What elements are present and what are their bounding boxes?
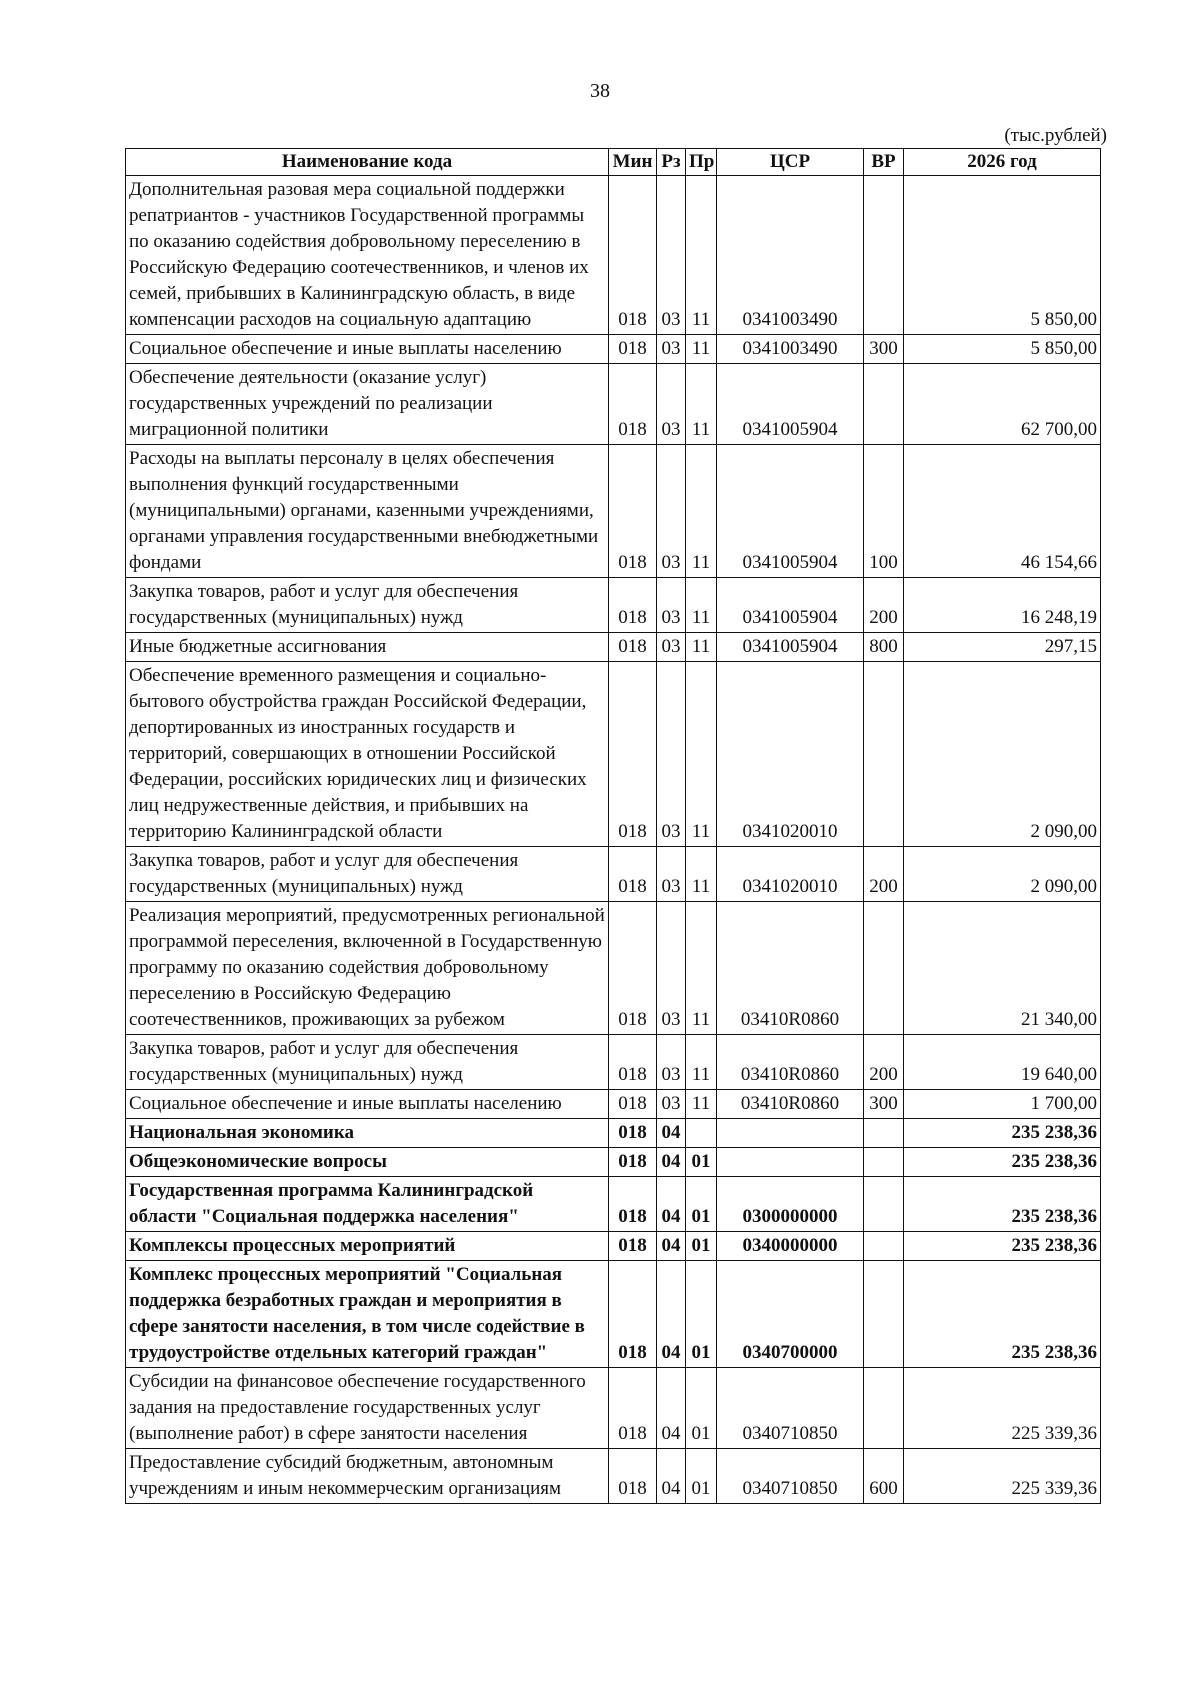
cell-amount: 5 850,00 bbox=[904, 335, 1101, 364]
cell-name: Комплекс процессных мероприятий "Социальная поддержка безработных граждан и мероприятия в сфере занятости населения, в том числе содействие в трудоустройстве отдельных категорий граждан" bbox=[126, 1261, 609, 1368]
table-row bbox=[126, 1148, 1101, 1177]
cell-csr: 0341005904 bbox=[717, 364, 864, 445]
table-row bbox=[126, 1232, 1101, 1261]
cell-csr: 03410R0860 bbox=[717, 1090, 864, 1119]
cell-min: 018 bbox=[609, 633, 657, 662]
cell-name: Комплексы процессных мероприятий bbox=[126, 1232, 609, 1261]
cell-min: 018 bbox=[609, 847, 657, 902]
cell-csr: 0300000000 bbox=[717, 1177, 864, 1232]
header-rz: Рз bbox=[657, 149, 686, 176]
cell-vr: 200 bbox=[864, 578, 904, 633]
cell-name: Реализация мероприятий, предусмотренных региональной программой переселения, включенной в Государственную программу по оказанию содействия добровольному переселению в Российскую Федерацию соотечественников, проживающих за рубежом bbox=[126, 902, 609, 1035]
cell-rz: 04 bbox=[657, 1177, 686, 1232]
cell-pr: 11 bbox=[686, 902, 717, 1035]
cell-csr bbox=[717, 1119, 864, 1148]
cell-min: 018 bbox=[609, 1261, 657, 1368]
cell-rz: 04 bbox=[657, 1232, 686, 1261]
table-row bbox=[126, 662, 1101, 847]
cell-vr: 800 bbox=[864, 633, 904, 662]
cell-min: 018 bbox=[609, 1449, 657, 1504]
cell-pr: 01 bbox=[686, 1261, 717, 1368]
cell-name: Субсидии на финансовое обеспечение государственного задания на предоставление государственных услуг (выполнение работ) в сфере занятости населения bbox=[126, 1368, 609, 1449]
cell-pr: 11 bbox=[686, 578, 717, 633]
cell-amount: 235 238,36 bbox=[904, 1232, 1101, 1261]
cell-name: Национальная экономика bbox=[126, 1119, 609, 1148]
cell-pr: 01 bbox=[686, 1449, 717, 1504]
cell-vr: 200 bbox=[864, 847, 904, 902]
units-label: (тыс.рублей) bbox=[1004, 125, 1107, 146]
header-csr: ЦСР bbox=[717, 149, 864, 176]
cell-vr bbox=[864, 662, 904, 847]
table-header-row bbox=[126, 149, 1101, 176]
cell-pr: 11 bbox=[686, 176, 717, 335]
cell-vr: 100 bbox=[864, 445, 904, 578]
cell-csr: 0341020010 bbox=[717, 662, 864, 847]
cell-min: 018 bbox=[609, 445, 657, 578]
cell-rz: 03 bbox=[657, 902, 686, 1035]
cell-amount: 297,15 bbox=[904, 633, 1101, 662]
cell-rz: 03 bbox=[657, 176, 686, 335]
cell-pr: 11 bbox=[686, 1035, 717, 1090]
cell-csr: 0341003490 bbox=[717, 176, 864, 335]
table-row bbox=[126, 1090, 1101, 1119]
table-row bbox=[126, 847, 1101, 902]
cell-amount: 62 700,00 bbox=[904, 364, 1101, 445]
cell-vr bbox=[864, 364, 904, 445]
cell-amount: 235 238,36 bbox=[904, 1119, 1101, 1148]
cell-rz: 03 bbox=[657, 633, 686, 662]
cell-vr bbox=[864, 1232, 904, 1261]
cell-name: Расходы на выплаты персоналу в целях обеспечения выполнения функций государственными (муниципальными) органами, казенными учреждениями, органами управления государственными внебюджетными фондами bbox=[126, 445, 609, 578]
cell-amount: 2 090,00 bbox=[904, 847, 1101, 902]
header-year: 2026 год bbox=[904, 149, 1101, 176]
cell-min: 018 bbox=[609, 1090, 657, 1119]
cell-vr bbox=[864, 1368, 904, 1449]
cell-csr: 03410R0860 bbox=[717, 902, 864, 1035]
table-row bbox=[126, 364, 1101, 445]
cell-amount: 225 339,36 bbox=[904, 1449, 1101, 1504]
cell-vr bbox=[864, 1148, 904, 1177]
cell-csr: 0341005904 bbox=[717, 445, 864, 578]
cell-pr: 01 bbox=[686, 1148, 717, 1177]
cell-csr: 0340710850 bbox=[717, 1449, 864, 1504]
cell-pr: 11 bbox=[686, 662, 717, 847]
cell-rz: 04 bbox=[657, 1449, 686, 1504]
cell-rz: 04 bbox=[657, 1119, 686, 1148]
cell-pr: 11 bbox=[686, 335, 717, 364]
cell-csr: 0341005904 bbox=[717, 633, 864, 662]
cell-name: Закупка товаров, работ и услуг для обеспечения государственных (муниципальных) нужд bbox=[126, 1035, 609, 1090]
cell-amount: 235 238,36 bbox=[904, 1177, 1101, 1232]
table-row bbox=[126, 1368, 1101, 1449]
header-vr: ВР bbox=[864, 149, 904, 176]
cell-vr bbox=[864, 902, 904, 1035]
cell-pr: 11 bbox=[686, 847, 717, 902]
cell-amount: 46 154,66 bbox=[904, 445, 1101, 578]
table-row bbox=[126, 1177, 1101, 1232]
cell-min: 018 bbox=[609, 1119, 657, 1148]
cell-vr: 300 bbox=[864, 1090, 904, 1119]
table-row bbox=[126, 1261, 1101, 1368]
budget-table bbox=[125, 148, 1101, 1504]
cell-pr: 11 bbox=[686, 633, 717, 662]
cell-min: 018 bbox=[609, 1148, 657, 1177]
table-row bbox=[126, 1119, 1101, 1148]
cell-amount: 235 238,36 bbox=[904, 1148, 1101, 1177]
cell-rz: 03 bbox=[657, 335, 686, 364]
table-row bbox=[126, 578, 1101, 633]
table-row bbox=[126, 445, 1101, 578]
cell-amount: 1 700,00 bbox=[904, 1090, 1101, 1119]
cell-csr: 03410R0860 bbox=[717, 1035, 864, 1090]
cell-min: 018 bbox=[609, 335, 657, 364]
cell-min: 018 bbox=[609, 364, 657, 445]
header-min: Мин bbox=[609, 149, 657, 176]
cell-min: 018 bbox=[609, 902, 657, 1035]
cell-csr bbox=[717, 1148, 864, 1177]
cell-vr bbox=[864, 1119, 904, 1148]
cell-csr: 0341020010 bbox=[717, 847, 864, 902]
cell-rz: 04 bbox=[657, 1368, 686, 1449]
cell-vr: 300 bbox=[864, 335, 904, 364]
cell-csr: 0340700000 bbox=[717, 1261, 864, 1368]
cell-amount: 235 238,36 bbox=[904, 1261, 1101, 1368]
cell-rz: 04 bbox=[657, 1148, 686, 1177]
cell-min: 018 bbox=[609, 1177, 657, 1232]
cell-name: Государственная программа Калининградской области "Социальная поддержка населения" bbox=[126, 1177, 609, 1232]
cell-rz: 03 bbox=[657, 1035, 686, 1090]
cell-rz: 03 bbox=[657, 445, 686, 578]
table-body bbox=[126, 176, 1101, 1504]
cell-name: Общеэкономические вопросы bbox=[126, 1148, 609, 1177]
cell-name: Социальное обеспечение и иные выплаты населению bbox=[126, 1090, 609, 1119]
cell-rz: 03 bbox=[657, 364, 686, 445]
cell-pr: 01 bbox=[686, 1177, 717, 1232]
cell-pr: 01 bbox=[686, 1232, 717, 1261]
cell-name: Обеспечение временного размещения и социально-бытового обустройства граждан Российской Федерации, депортированных из иностранных государств и территорий, совершающих в отношении Российской Федерации, российских юридических лиц и физических лиц недружественные действия, и прибывших на территорию Калининградской области bbox=[126, 662, 609, 847]
cell-vr bbox=[864, 176, 904, 335]
table-row bbox=[126, 1035, 1101, 1090]
cell-rz: 03 bbox=[657, 662, 686, 847]
header-pr: Пр bbox=[686, 149, 717, 176]
cell-amount: 21 340,00 bbox=[904, 902, 1101, 1035]
table-row bbox=[126, 1449, 1101, 1504]
cell-vr: 600 bbox=[864, 1449, 904, 1504]
cell-rz: 03 bbox=[657, 847, 686, 902]
cell-name: Иные бюджетные ассигнования bbox=[126, 633, 609, 662]
cell-csr: 0341005904 bbox=[717, 578, 864, 633]
cell-pr: 11 bbox=[686, 364, 717, 445]
cell-vr bbox=[864, 1261, 904, 1368]
cell-name: Обеспечение деятельности (оказание услуг) государственных учреждений по реализации миграционной политики bbox=[126, 364, 609, 445]
table-row bbox=[126, 176, 1101, 335]
cell-name: Предоставление субсидий бюджетным, автономным учреждениям и иным некоммерческим организациям bbox=[126, 1449, 609, 1504]
cell-min: 018 bbox=[609, 662, 657, 847]
cell-name: Закупка товаров, работ и услуг для обеспечения государственных (муниципальных) нужд bbox=[126, 847, 609, 902]
cell-min: 018 bbox=[609, 1035, 657, 1090]
cell-pr: 11 bbox=[686, 445, 717, 578]
cell-csr: 0340710850 bbox=[717, 1368, 864, 1449]
cell-name: Социальное обеспечение и иные выплаты населению bbox=[126, 335, 609, 364]
cell-amount: 16 248,19 bbox=[904, 578, 1101, 633]
cell-min: 018 bbox=[609, 176, 657, 335]
cell-vr: 200 bbox=[864, 1035, 904, 1090]
cell-min: 018 bbox=[609, 1232, 657, 1261]
cell-amount: 2 090,00 bbox=[904, 662, 1101, 847]
cell-vr bbox=[864, 1177, 904, 1232]
cell-min: 018 bbox=[609, 1368, 657, 1449]
header-name: Наименование кода bbox=[126, 149, 609, 176]
cell-amount: 225 339,36 bbox=[904, 1368, 1101, 1449]
cell-csr: 0340000000 bbox=[717, 1232, 864, 1261]
cell-rz: 03 bbox=[657, 578, 686, 633]
cell-pr: 01 bbox=[686, 1368, 717, 1449]
page-number: 38 bbox=[590, 80, 610, 102]
cell-csr: 0341003490 bbox=[717, 335, 864, 364]
cell-name: Закупка товаров, работ и услуг для обеспечения государственных (муниципальных) нужд bbox=[126, 578, 609, 633]
cell-amount: 19 640,00 bbox=[904, 1035, 1101, 1090]
table-row bbox=[126, 633, 1101, 662]
table-row bbox=[126, 902, 1101, 1035]
cell-amount: 5 850,00 bbox=[904, 176, 1101, 335]
cell-name: Дополнительная разовая мера социальной поддержки репатриантов - участников Государственной программы по оказанию содействия добровольному переселению в Российскую Федерацию соотечественников, и членов их семей, прибывших в Калининградскую область, в виде компенсации расходов на социальную адаптацию bbox=[126, 176, 609, 335]
cell-min: 018 bbox=[609, 578, 657, 633]
table-row bbox=[126, 335, 1101, 364]
cell-rz: 04 bbox=[657, 1261, 686, 1368]
cell-pr bbox=[686, 1119, 717, 1148]
cell-pr: 11 bbox=[686, 1090, 717, 1119]
cell-rz: 03 bbox=[657, 1090, 686, 1119]
